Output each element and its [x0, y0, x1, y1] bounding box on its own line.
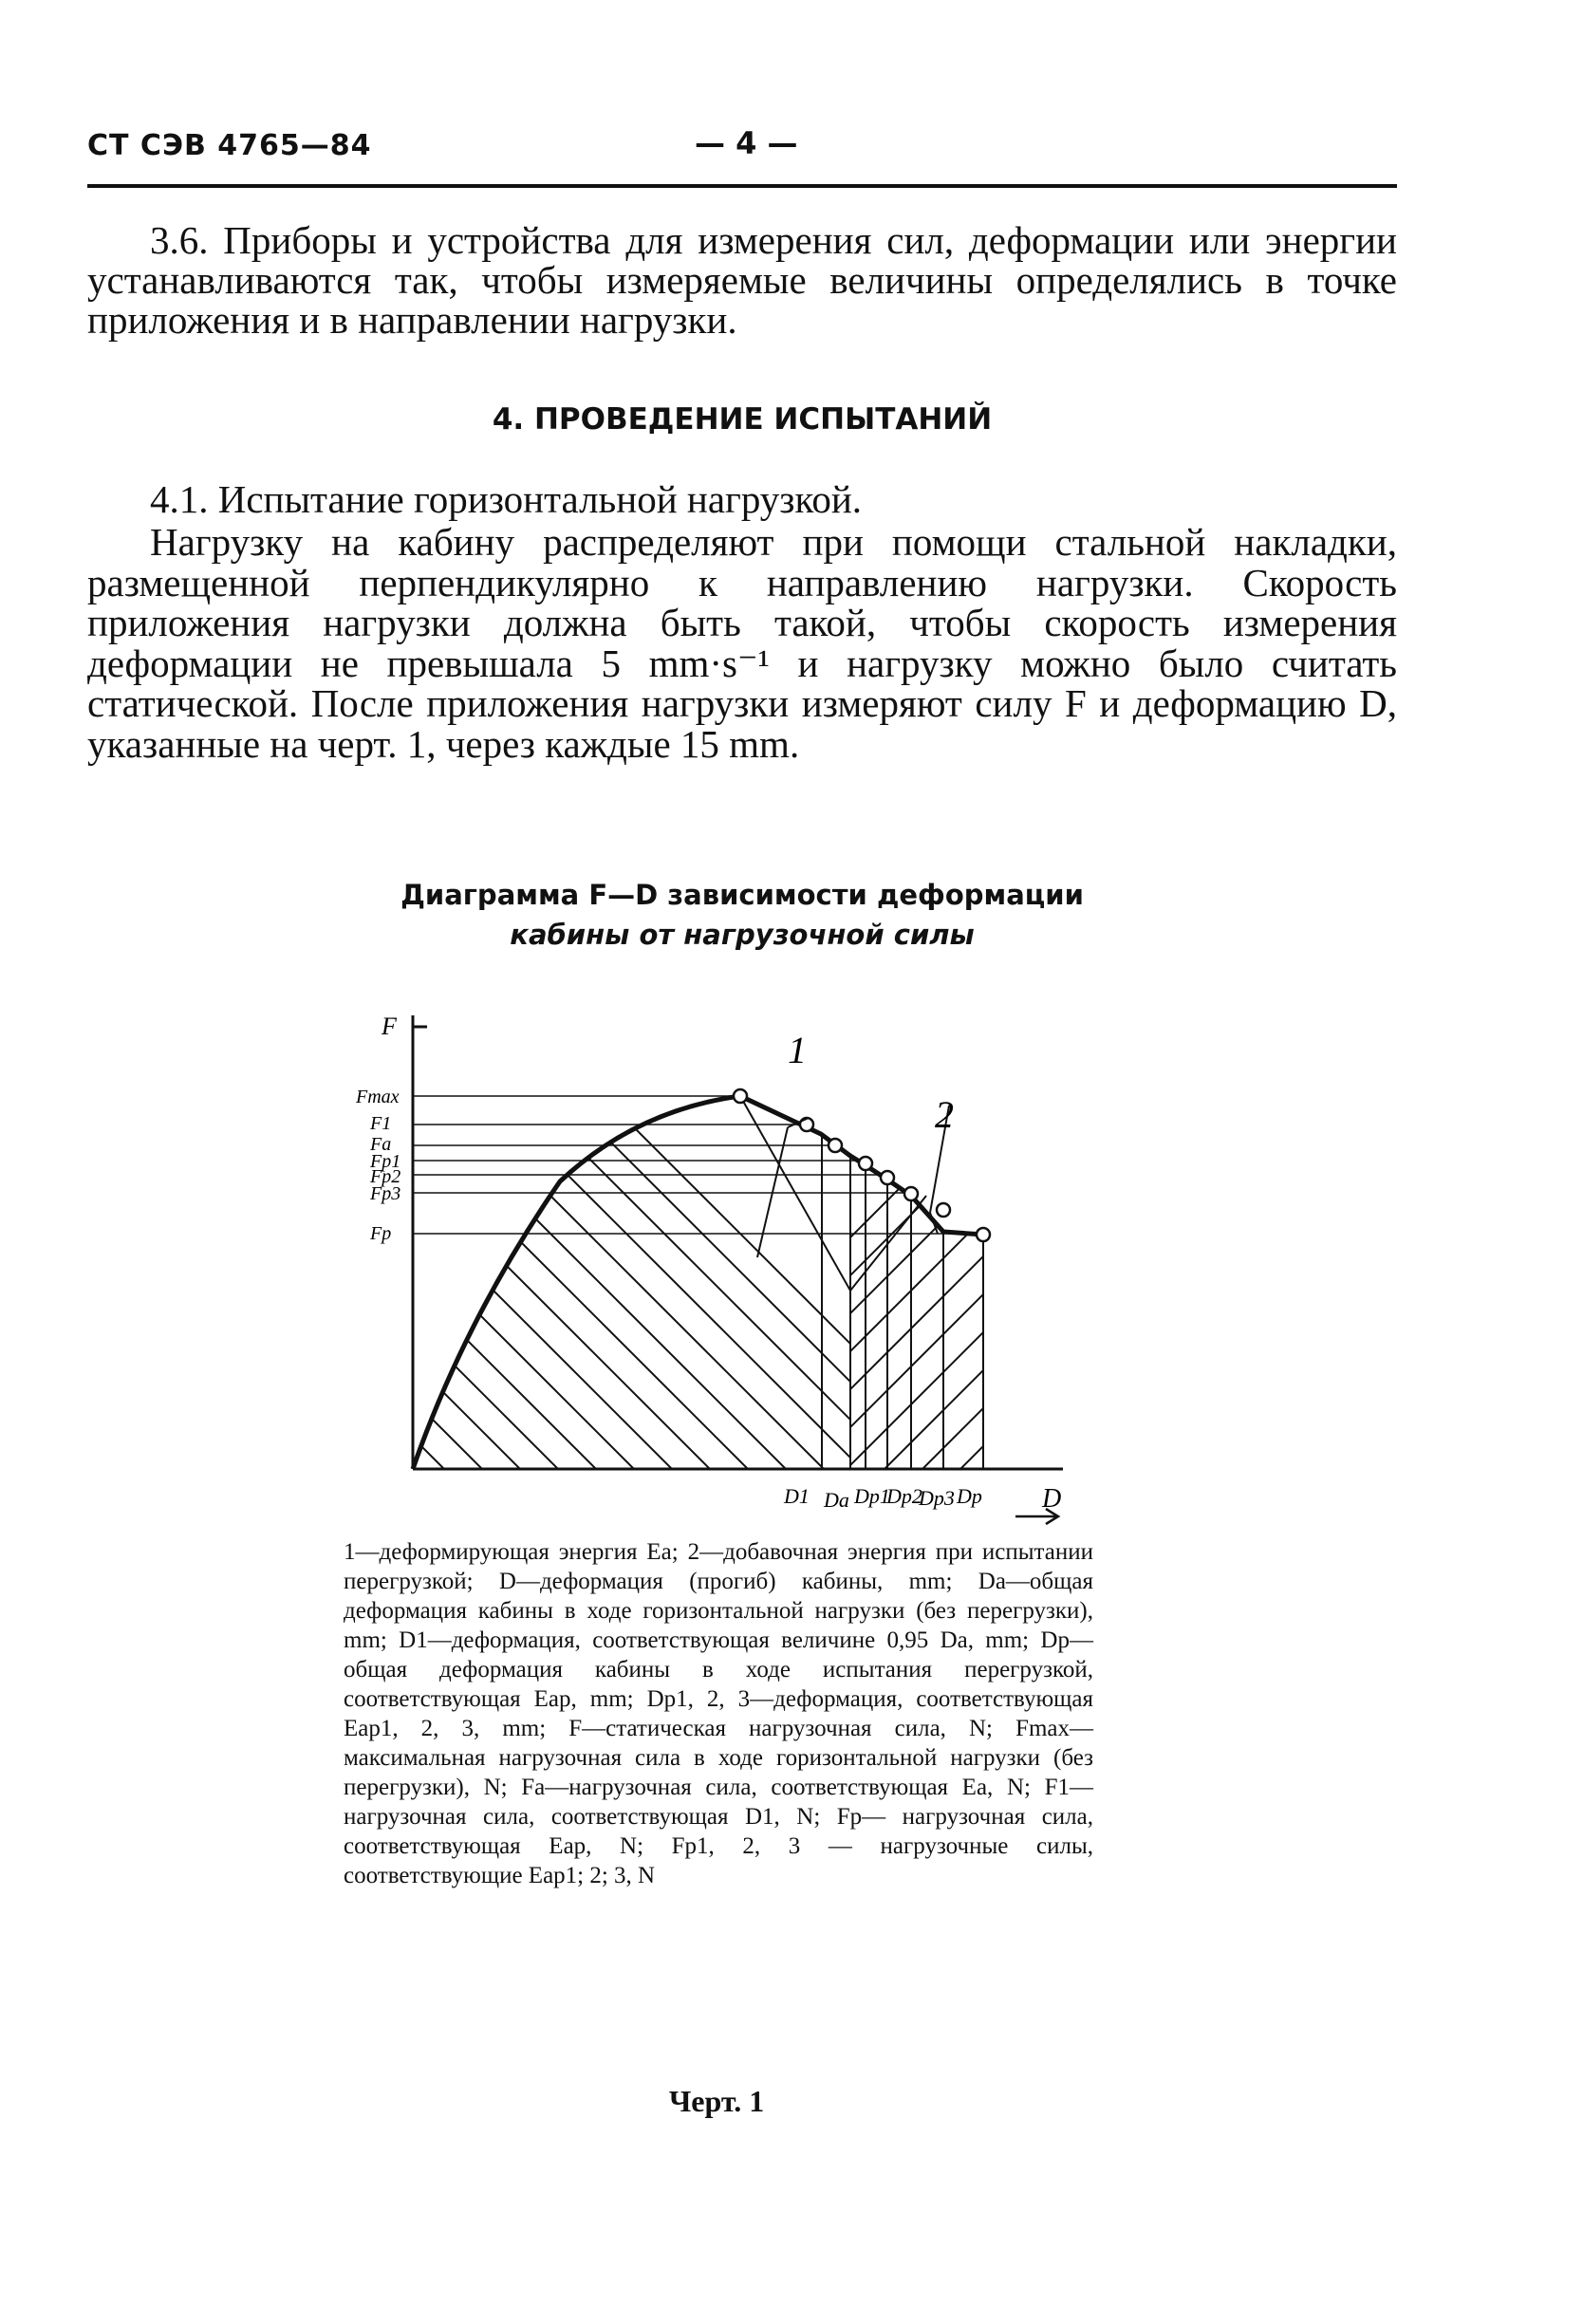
tick-fp3: Fp3 [370, 1183, 401, 1204]
paragraph-3-6: 3.6. Приборы и устройства для измерения сил, деформации или энергии устанавливаются так, чтобы измеряемые величины определялись в точке приложения и в направлении нагрузки. [87, 218, 1397, 342]
tick-da: Da [824, 1488, 849, 1512]
tick-dp: Dp [957, 1484, 982, 1508]
tick-fp2: Fp2 [370, 1166, 401, 1187]
paragraph-4-1-title: 4.1. Испытание горизонтальной нагрузкой. [150, 477, 863, 521]
x-tick-labels [783, 1484, 982, 1512]
tick-dp3: Dp3 [919, 1486, 955, 1510]
force-reference-lines [413, 1096, 983, 1234]
figure-legend: 1—деформирующая энергия Ea; 2—добавочная энергия при испытании перегрузкой; D—деформация (прогиб) кабины, mm; Da—общая деформация кабины в ходе горизонтальной нагрузки (без перегрузки), mm; D1—деформация, соответствующая величине 0,95 Da, mm; Dp—общая деформация кабины в ходе испытания перегрузкой, соответствующая Eap, mm; Dp1, 2, 3—деформация, соответствующая Eap1, 2, 3, mm; F—статическая нагрузочная сила, N; Fmax—максимальная нагрузочная сила в ходе горизонтальной нагрузки (без перегрузки), N; Fa—нагрузочная сила, соответствующая Ea, N; F1—нагрузочная сила, соответствующая D1, N; Fp— нагрузочная сила, соответствующая Eap, N; Fp1, 2, 3 — нагрузочные силы, соответствующие Eap1; 2; 3, N [344, 1539, 1093, 1888]
figure-title: Диаграмма F—D зависимости деформации [400, 879, 1084, 911]
load-curve [413, 1096, 983, 1469]
fd-diagram [342, 1006, 1101, 1537]
page-header [87, 121, 1397, 178]
figure-subtitle: кабины от нагрузочной силы [510, 919, 975, 951]
tick-fmax: Fmax [356, 1087, 400, 1107]
tick-fa: Fa [370, 1134, 392, 1155]
tick-dp1: Dp1 [854, 1484, 890, 1508]
header-rule [87, 184, 1397, 188]
section-heading: 4. ПРОВЕДЕНИЕ ИСПЫТАНИЙ [492, 402, 993, 437]
tick-dp2: Dp2 [886, 1484, 922, 1508]
tick-f1: F1 [370, 1113, 392, 1134]
x-axis-label: D [1042, 1484, 1062, 1514]
hatch-area-1 [342, 1025, 1025, 1518]
tick-fp: Fp [370, 1223, 392, 1244]
deformation-reference-lines [822, 1134, 983, 1469]
figure-caption: Черт. 1 [668, 2084, 765, 2118]
tick-d1: D1 [784, 1484, 810, 1508]
callout-2-label: 2 [935, 1093, 954, 1136]
callout-1-label: 1 [788, 1029, 807, 1071]
y-axis-label: F [382, 1013, 397, 1040]
y-tick-labels [355, 1087, 400, 1244]
tick-fp1: Fp1 [370, 1151, 401, 1172]
paragraph-4-1-body: Нагрузку на кабину распределяют при помощи стальной накладки, размещенной перпендикулярно к направлению нагрузки. Скорость приложения нагрузки должна быть такой, чтобы скорость измерения деформации не превышала 5 mm·s⁻¹ и нагрузку можно было считать статической. После приложения нагрузки измеряют силу F и деформацию D, указанные на черт. 1, через каждые 15 mm. [87, 520, 1397, 766]
standard-code: СТ СЭВ 4765—84 [87, 129, 372, 162]
page-number: — 4 — [695, 125, 798, 161]
